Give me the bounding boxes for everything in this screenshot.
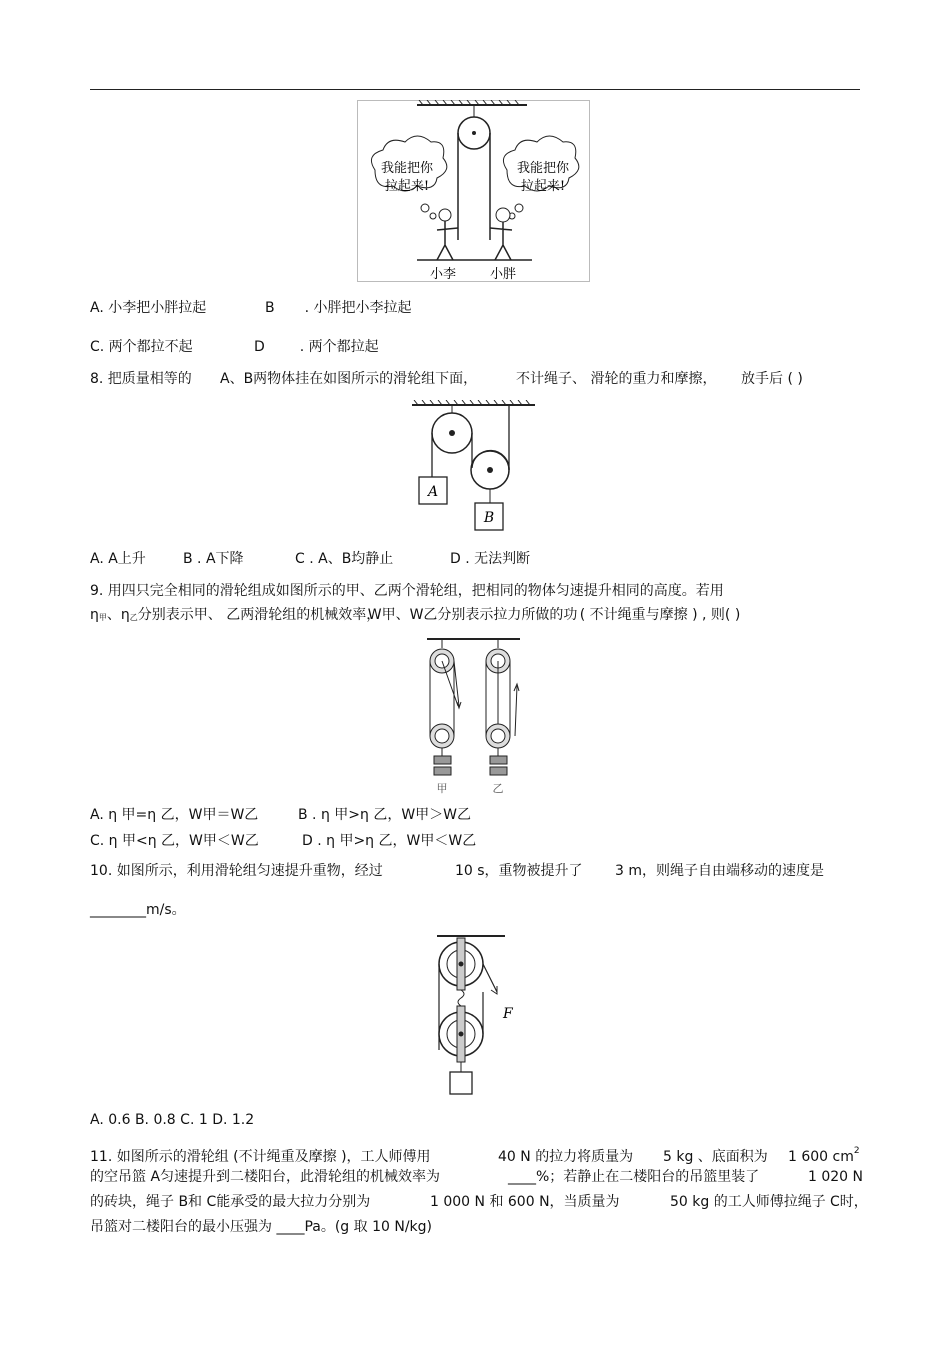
q7-option-c: C. 两个都拉不起: [90, 339, 193, 355]
q11-line3-part4: C时，: [830, 1194, 868, 1210]
q11-line2-part3: 1 020 N: [808, 1169, 864, 1185]
label-jia: 甲: [436, 782, 448, 795]
force-label: F: [503, 1006, 513, 1022]
q9-stem-line2: [90, 605, 740, 628]
q9-stem-work: W甲、W乙分别表示拉力所做的功: [367, 607, 578, 623]
q9-figure: [425, 636, 523, 796]
q9-stem-line1: 9. 用四只完全相同的滑轮组成如图所示的甲、乙两个滑轮组，把相同的物体匀速提升相同的高度。若用: [90, 583, 724, 599]
q10-blank: ________m/s。: [90, 902, 186, 918]
q8-option-a: A. A上升: [90, 551, 146, 567]
q9-option-c: C. η 甲<η 乙，W甲＜W乙: [90, 833, 259, 849]
q7-options-row1: [90, 298, 412, 318]
q7-figure: [357, 100, 590, 282]
q11-line3-part3: 50 kg 的工人师傅拉绳子: [670, 1194, 826, 1210]
q10-stem: [90, 861, 824, 881]
q9-sub-yi: 乙: [129, 613, 138, 622]
bubble-left-line1: 我能把你: [380, 161, 434, 176]
q11-sup: 2: [853, 1146, 860, 1156]
box-a-label: A: [427, 484, 439, 500]
q9-options-row2: [90, 831, 476, 851]
name-xiaopang: 小胖: [489, 267, 517, 282]
q9-stem-tail: ( 不计绳重与摩擦 ) , 则( ): [579, 607, 741, 623]
q8-stem: [90, 369, 803, 389]
q11-line4: 吊篮对二楼阳台的最小压强为 ____Pa。(g 取 10 N/kg): [90, 1219, 433, 1235]
bubble-left-line2: 拉起来!: [384, 179, 430, 194]
q8-stem-part1: 8. 把质量相等的: [90, 371, 192, 387]
q9-stem-desc: 分别表示甲、 乙两滑轮组的机械效率，: [137, 607, 381, 623]
name-xiaoli: 小李: [429, 267, 457, 282]
top-rule: [90, 89, 860, 90]
q7-option-d: . 两个都拉起: [299, 339, 379, 355]
q7-option-d-letter: D: [254, 339, 265, 355]
q9-options-row1: [90, 805, 471, 825]
q11-line2-part1: 的空吊篮 A匀速提升到二楼阳台，此滑轮组的机械效率为: [90, 1169, 441, 1185]
q8-stem-part3: 不计绳子、 滑轮的重力和摩擦，: [516, 371, 717, 387]
q11-line1: [90, 1141, 860, 1167]
q8-option-d: D . 无法判断: [450, 551, 531, 567]
box-b-label: B: [483, 510, 495, 526]
bubble-right-line1: 我能把你: [516, 161, 570, 176]
q8-option-b: B . A下降: [183, 551, 244, 567]
q10-stem-part3: 3 m，则绳子自由端移动的速度是: [615, 863, 824, 879]
q7-options-row2: [90, 337, 379, 357]
q9-sub-jia: 甲: [98, 613, 107, 622]
q8-stem-part2: A、B两物体挂在如图所示的滑轮组下面，: [220, 371, 478, 387]
q11-line1-part1: 11. 如图所示的滑轮组 (不计绳重及摩擦 )，工人师傅用: [90, 1149, 431, 1165]
q9-option-b: B . η 甲>η 乙，W甲＞W乙: [298, 807, 472, 823]
q11-line1-part2: 40 N 的拉力将质量为: [498, 1149, 634, 1165]
q9-eta-1: η: [90, 607, 99, 623]
q11-line3: [90, 1192, 868, 1212]
q9-option-a: A. η 甲=η 乙，W甲＝W乙: [90, 807, 259, 823]
q10-stem-part2: 10 s，重物被提升了: [455, 863, 583, 879]
q9-option-d: D . η 甲>η 乙，W甲＜W乙: [302, 833, 477, 849]
q11-line3-part2: 1 000 N 和 600 N，当质量为: [430, 1194, 620, 1210]
q8-stem-part4: 放手后 ( ): [741, 371, 803, 387]
q10-figure: [435, 932, 515, 1097]
q8-figure: [410, 400, 538, 532]
q10-stem-part1: 10. 如图所示，利用滑轮组匀速提升重物，经过: [90, 863, 383, 879]
q11-line2-part2: ____%；若静止在二楼阳台的吊篮里装了: [508, 1169, 760, 1185]
bubble-right-line2: 拉起来!: [520, 179, 566, 194]
q11-line1-part4: 1 600 cm: [788, 1149, 854, 1165]
q7-option-b: . 小胖把小李拉起: [304, 300, 412, 316]
q11-line1-part3: 5 kg 、底面积为: [663, 1149, 768, 1165]
q10-options: A. 0.6 B. 0.8 C. 1 D. 1.2: [90, 1112, 255, 1128]
q8-option-c: C . A、B均静止: [295, 551, 394, 567]
q9-eta-2: 、η: [106, 607, 130, 623]
q8-options: [90, 549, 530, 569]
q11-line2: [90, 1167, 863, 1187]
label-yi: 乙: [492, 782, 504, 795]
q7-option-a: A. 小李把小胖拉起: [90, 300, 207, 316]
q11-line3-part1: 的砖块，绳子 B和 C能承受的最大拉力分别为: [90, 1194, 371, 1210]
q7-option-b-letter: B: [265, 300, 275, 316]
